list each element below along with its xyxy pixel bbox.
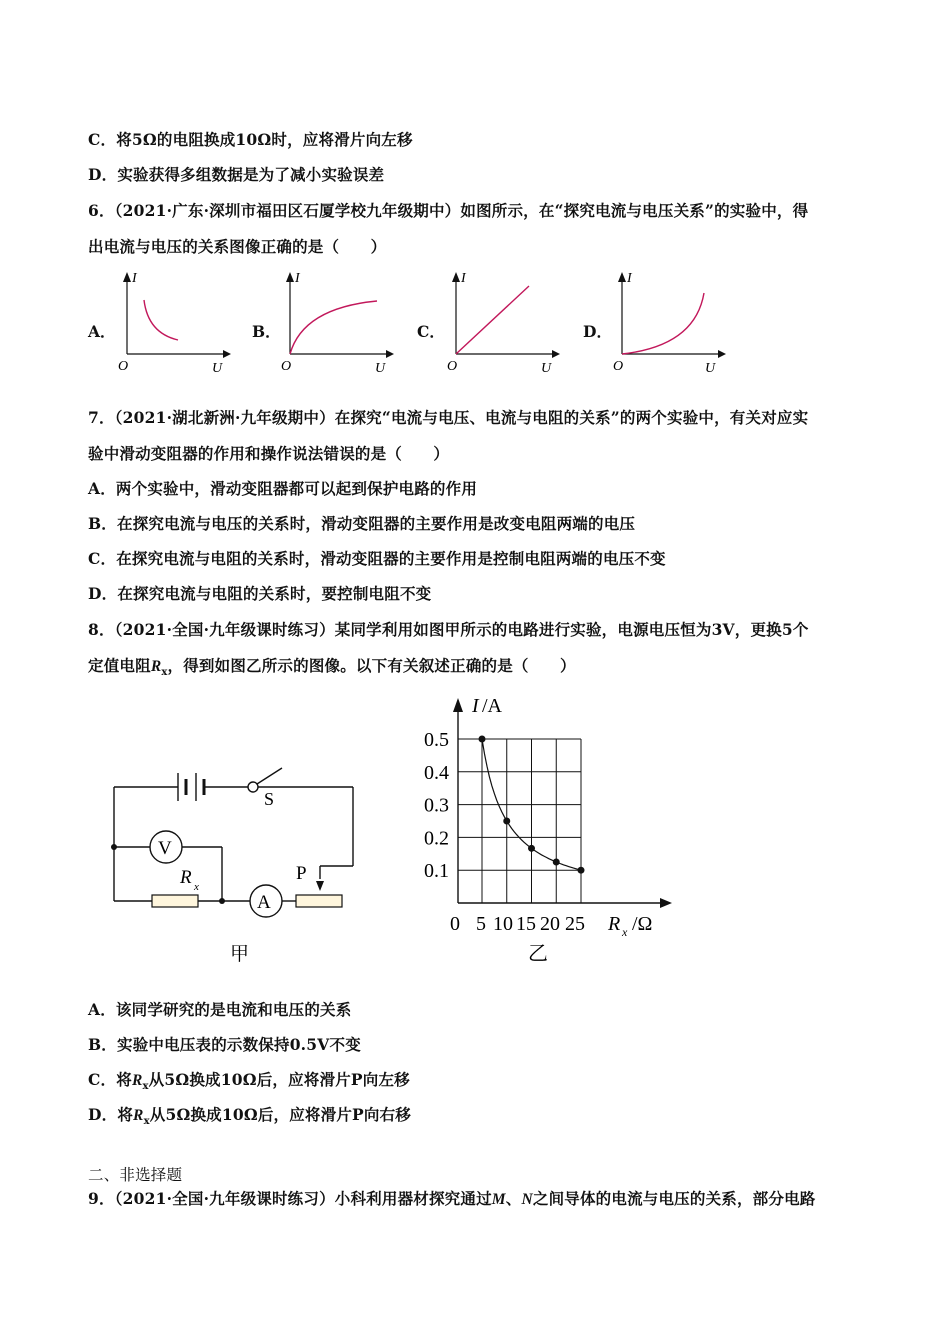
x-tick-label: 10 (493, 913, 513, 935)
q6-option-d-graph (605, 268, 735, 378)
q7-stem-line1: 7．（2021·湖北新洲·九年级期中）在探究“电流与电压、电流与电阻的关系”的两个实验中，有关对应实 (88, 408, 809, 427)
svg-text:V: V (158, 838, 172, 859)
q6c-origin: O (447, 359, 458, 374)
battery-icon (178, 773, 204, 801)
graph-xlabel-unit: /Ω (632, 913, 653, 935)
data-point (503, 818, 510, 825)
q6d-axis-u: U (705, 361, 716, 376)
q8-option-a: A．该同学研究的是电流和电压的关系 (88, 1000, 352, 1019)
q6c-axis-u: U (541, 361, 552, 376)
q6-option-c-label: C． (417, 322, 445, 341)
graph-current-vs-resistance (410, 688, 680, 968)
svg-text:A: A (257, 892, 271, 913)
data-point (553, 859, 560, 866)
slider-label: P (296, 863, 307, 884)
circuit-caption: 甲 (230, 944, 250, 965)
y-tick-label: 0.5 (424, 729, 449, 751)
q6b-axis-u: U (375, 361, 386, 376)
q8-option-b: B．实验中电压表的示数保持0.5V不变 (88, 1035, 361, 1054)
resistor-rx-label: R (180, 867, 192, 888)
graph-ylabel-unit: /A (482, 695, 502, 717)
section-heading: 二、非选择题 (88, 1166, 183, 1184)
circuit-diagram (100, 755, 370, 970)
graph-caption: 乙 (528, 943, 548, 965)
q6a-axis-u: U (212, 361, 223, 376)
q8-stem-line2: 定值电阻$R_x$，得到如图乙所示的图像。以下有关叙述正确的是（ ） (88, 656, 576, 679)
q8-stem-line1: 8．（2021·全国·九年级课时练习）某同学利用如图甲所示的电路进行实验，电源电压恒为3V，更换5个 (88, 620, 809, 639)
x-tick-label: 25 (565, 913, 585, 935)
q6-option-c-graph (437, 268, 567, 378)
switch-label: S (264, 789, 275, 809)
x-tick-label: 0 (450, 913, 460, 935)
q5-option-d: D．实验获得多组数据是为了减小实验误差 (88, 165, 385, 184)
q8-option-c: C．将$R_x$从5Ω换成10Ω后，应将滑片P向左移 (88, 1070, 410, 1093)
q7-option-b: B．在探究电流与电压的关系时，滑动变阻器的主要作用是改变电阻两端的电压 (88, 514, 636, 533)
q6-stem-line2: 出电流与电压的关系图像正确的是（ ） (88, 237, 387, 256)
q6-option-a-label: A． (88, 322, 116, 341)
graph-grid (458, 739, 581, 903)
q5-option-c: C．将5Ω的电阻换成10Ω时，应将滑片向左移 (88, 130, 413, 149)
q6-stem-line1: 6．（2021·广东·深圳市福田区石厦学校九年级期中）如图所示，在“探究电流与电压关系”的实验中，得 (88, 201, 809, 220)
q6-option-b-graph (273, 268, 403, 378)
q6-option-a-graph (108, 268, 238, 378)
ammeter-icon (250, 885, 282, 917)
y-tick-label: 0.1 (424, 860, 449, 883)
q9-stem-line1: 9．（2021·全国·九年级课时练习）小科利用器材探究通过M、N之间导体的电流与电压的关系，部分电路 (88, 1189, 816, 1208)
q6-option-b-label: B． (252, 322, 281, 341)
y-tick-label: 0.3 (424, 794, 449, 817)
q6d-origin: O (613, 359, 624, 374)
q6c-axis-i: I (461, 271, 466, 286)
y-axis-arrow-icon (453, 698, 463, 712)
resistor-rx-sub: x (194, 881, 199, 893)
graph-xlabel-sub: x (622, 925, 628, 939)
slider-arrow-icon (316, 881, 324, 891)
x-tick-label: 15 (516, 913, 536, 935)
q6a-origin: O (118, 359, 129, 374)
graph-ylabel-i: I (472, 695, 479, 717)
q6a-axis-i: I (132, 271, 137, 286)
data-point (578, 867, 585, 874)
x-tick-label: 20 (540, 913, 560, 935)
q6d-axis-i: I (627, 271, 632, 286)
q8-option-d: D．将$R_x$从5Ω换成10Ω后，应将滑片P向右移 (88, 1105, 411, 1128)
data-point (479, 736, 486, 743)
data-point (528, 845, 535, 852)
q7-option-d: D．在探究电流与电阻的关系时，要控制电阻不变 (88, 584, 432, 603)
q7-stem-line2: 验中滑动变阻器的作用和操作说法错误的是（ ） (88, 444, 450, 463)
q6b-origin: O (281, 359, 292, 374)
rheostat (296, 895, 342, 907)
voltmeter-icon (150, 831, 182, 863)
q6-option-d-label: D． (583, 322, 612, 341)
y-tick-label: 0.4 (424, 761, 449, 784)
resistor-rx (152, 895, 198, 907)
q7-option-a: A．两个实验中，滑动变阻器都可以起到保护电路的作用 (88, 479, 478, 498)
q7-option-c: C．在探究电流与电阻的关系时，滑动变阻器的主要作用是控制电阻两端的电压不变 (88, 549, 666, 568)
q6b-axis-i: I (295, 271, 300, 286)
y-tick-label: 0.2 (424, 827, 449, 850)
x-axis-arrow-icon (660, 898, 672, 908)
graph-xlabel-r: R (608, 913, 621, 935)
x-tick-label: 5 (476, 913, 486, 935)
